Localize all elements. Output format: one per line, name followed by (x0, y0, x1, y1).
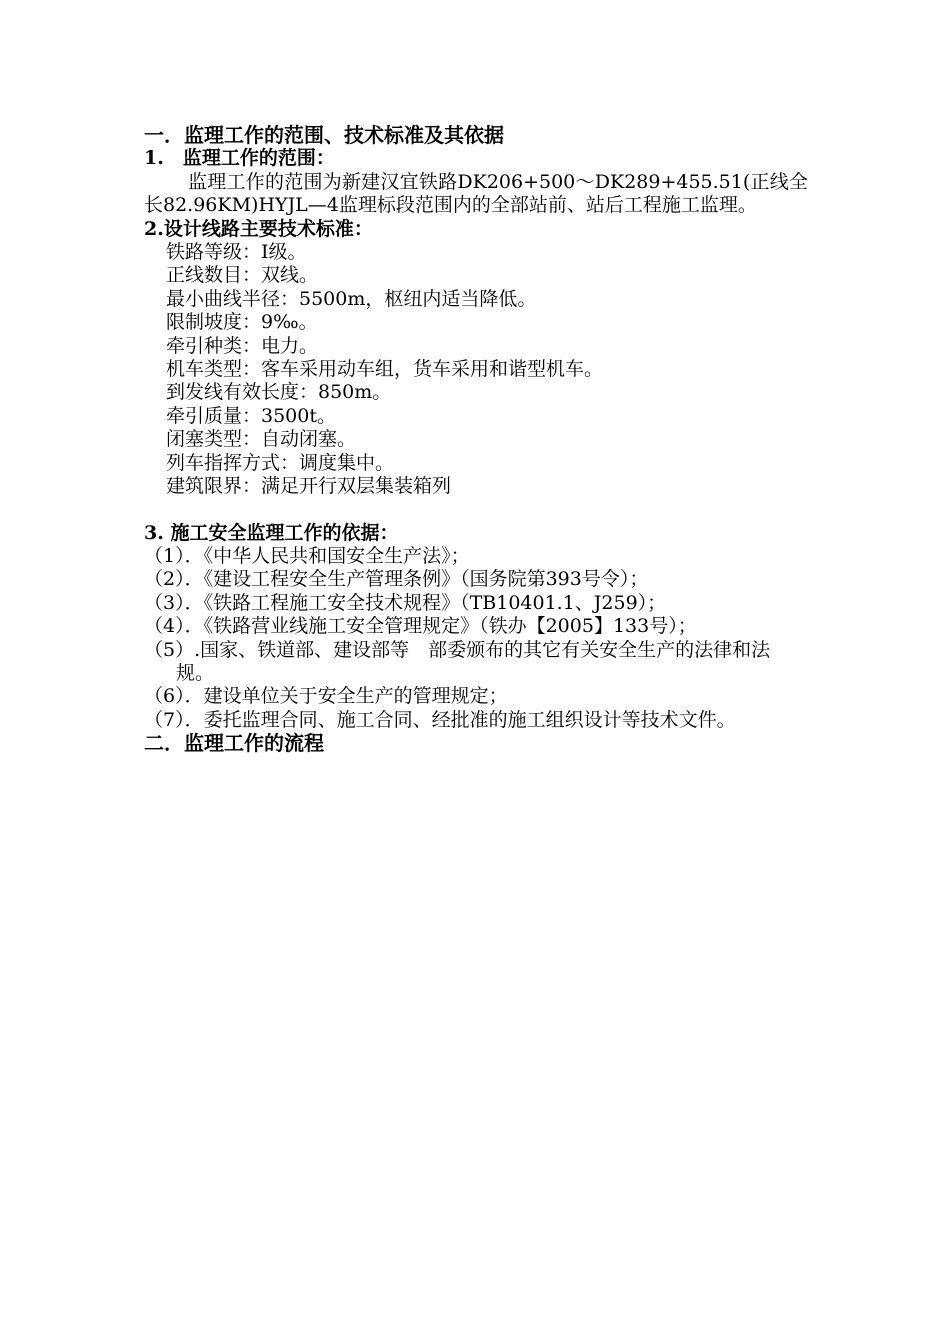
standard-item: 牵引种类：电力。 (166, 334, 319, 357)
section-1-1-body: 监理工作的范围为新建汉宜铁路DK206+500～DK289+455.51(正线全长82.96KM)HYJL—4监理标段范围内的全部站前、站后工程施工监理。 (144, 170, 808, 217)
basis-item: （6）．建设单位关于安全生产的管理规定； (144, 685, 508, 708)
basis-item: （2）．《建设工程安全生产管理条例》（国务院第393号令）； (144, 568, 649, 591)
section-1-title: 一．监理工作的范围、技术标准及其依据 (144, 123, 504, 147)
basis-item: （1）．《中华人民共和国安全生产法》； (144, 544, 470, 567)
section-2-title: 二．监理工作的流程 (144, 731, 324, 756)
section-1-3-title: 3. 施工安全监理工作的依据： (144, 521, 399, 544)
standard-item: 机车类型：客车采用动车组，货车采用和谐型机车。 (166, 358, 604, 381)
standard-item: 铁路等级：Ⅰ级。 (166, 241, 307, 264)
standard-item: 闭塞类型：自动闭塞。 (166, 428, 357, 451)
document-page (144, 124, 808, 756)
section-1-1-title: 1. 监理工作的范围： (144, 147, 335, 170)
section-1-2-title: 2.设计线路主要技术标准： (144, 217, 373, 240)
basis-item: （4）．《铁路营业线施工安全管理规定》（铁办【2005】133号）； (144, 615, 697, 638)
standard-item: 正线数目：双线。 (166, 264, 319, 287)
standard-item: 到发线有效长度：850m。 (166, 381, 392, 404)
standard-item: 限制坡度：9‰。 (166, 311, 318, 334)
basis-item: （3）．《铁路工程施工安全技术规程》（TB10401.1、J259）； (144, 591, 667, 614)
basis-item: （5）.国家、铁道部、建设部等 部委颁布的其它有关安全生产的法律和法规。 (144, 638, 771, 684)
standard-item: 列车指挥方式：调度集中。 (166, 451, 395, 474)
basis-item: （7）．委托监理合同、施工合同、经批准的施工组织设计等技术文件。 (144, 708, 736, 731)
standard-item: 最小曲线半径：5500m，枢纽内适当降低。 (166, 287, 537, 310)
spacer (144, 499, 808, 522)
standard-item: 建筑限界：满足开行双层集装箱列 (166, 475, 452, 498)
standard-item: 牵引质量：3500t。 (166, 404, 336, 427)
